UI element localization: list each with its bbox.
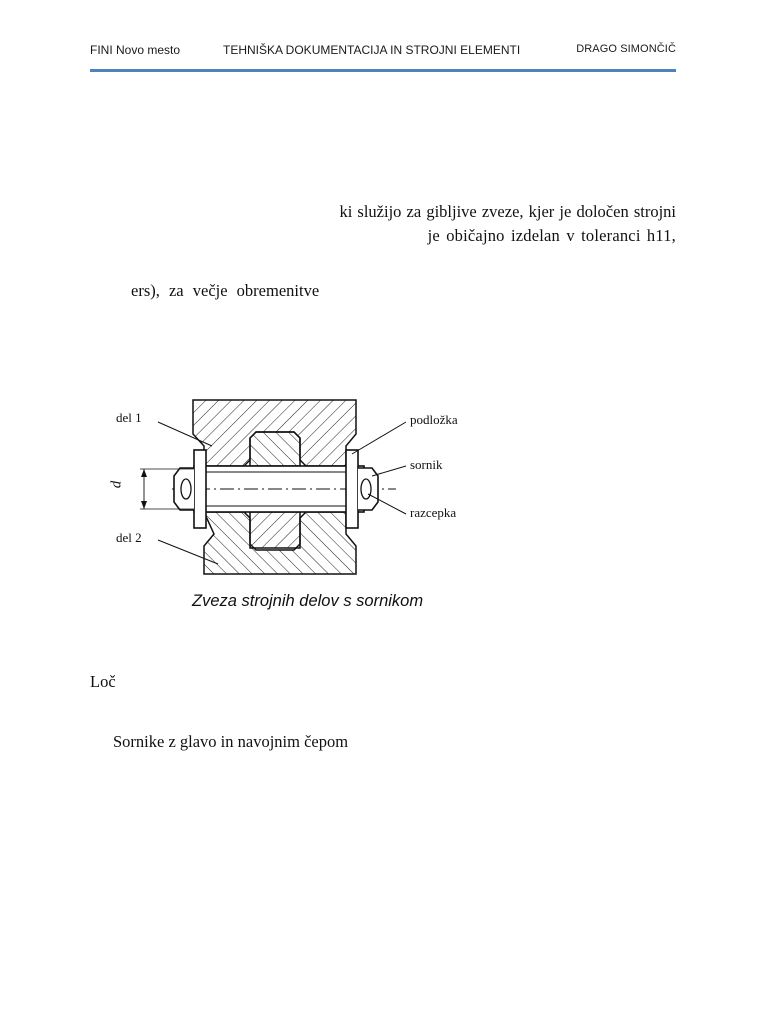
- body-line-5: Sornike z glavo in navojnim čepom: [113, 732, 349, 751]
- label-podlozka: podložka: [410, 412, 458, 427]
- body-line-1: ki služijo za gibljive zveze, kjer je določen strojni: [339, 202, 676, 221]
- header-rule: [90, 69, 676, 72]
- label-sornik: sornik: [410, 457, 443, 472]
- label-del-1: del 1: [116, 410, 142, 425]
- leader-sornik: [372, 466, 406, 476]
- body-line-3: ers), za večje obremenitve: [131, 281, 320, 300]
- header-institution: FINI Novo mesto: [90, 43, 181, 57]
- leader-podlozka: [352, 422, 406, 454]
- body-line-4: Loč: [90, 672, 116, 691]
- washer-left: [194, 450, 206, 528]
- page-header: [90, 38, 676, 72]
- pin-joint-figure: [110, 394, 490, 578]
- part-2-lug: [250, 432, 300, 466]
- label-diameter: d: [108, 480, 125, 489]
- part-2-hub: [250, 512, 300, 548]
- label-razcepka: razcepka: [410, 505, 457, 520]
- body-line-2: je običajno izdelan v toleranci h11,: [427, 226, 676, 245]
- header-title: TEHNIŠKA DOKUMENTACIJA IN STROJNI ELEMENTI: [223, 43, 521, 57]
- washer-right: [346, 450, 358, 528]
- header-author: DRAGO SIMONČIČ: [576, 43, 676, 55]
- figure-caption: Zveza strojnih delov s sornikom: [192, 592, 424, 610]
- label-del-2: del 2: [116, 530, 142, 545]
